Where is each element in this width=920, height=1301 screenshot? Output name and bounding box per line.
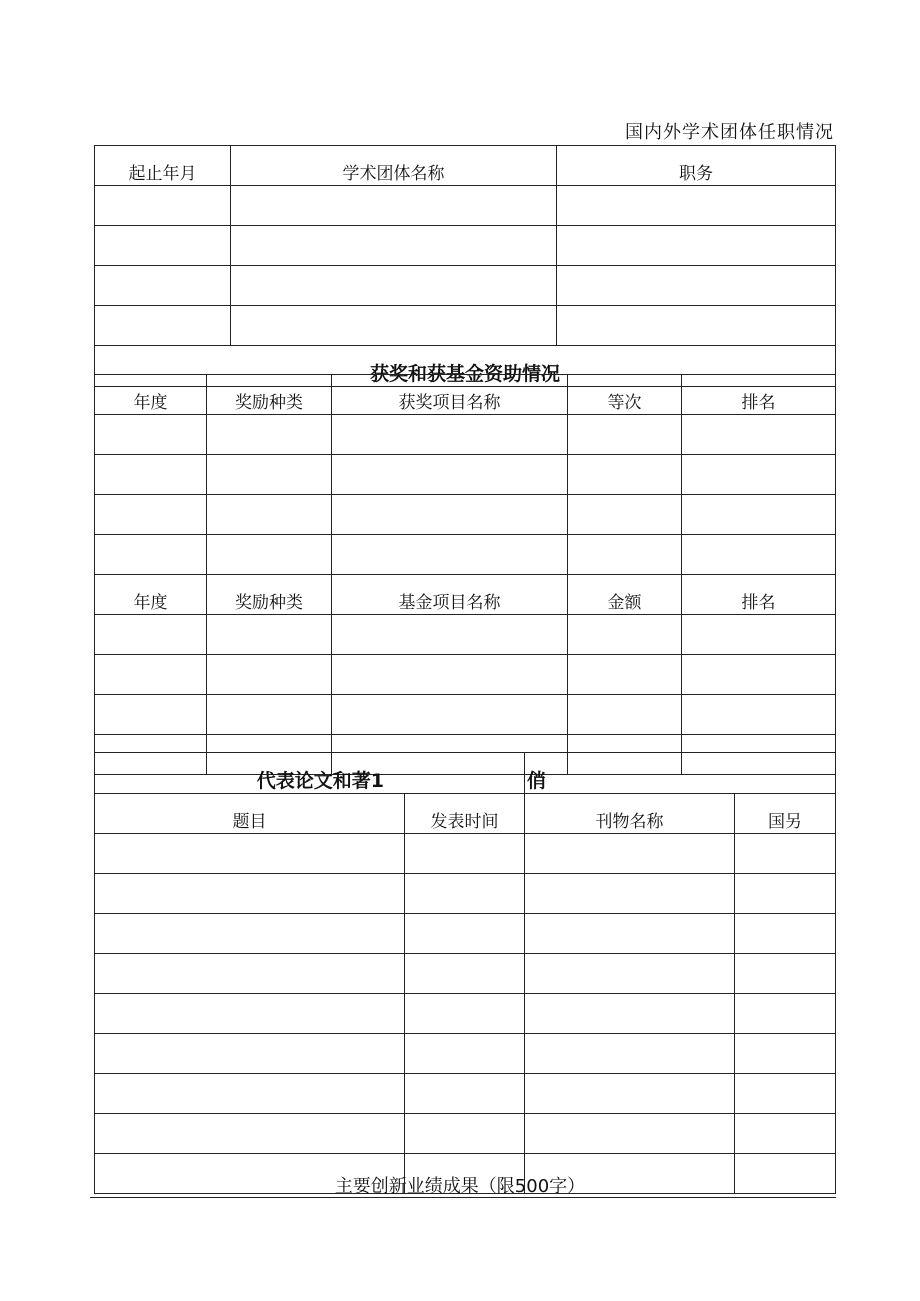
table-cell[interactable] xyxy=(95,874,405,914)
table-cell[interactable] xyxy=(207,695,332,735)
table-header-row xyxy=(95,375,836,415)
table-cell[interactable] xyxy=(735,914,836,954)
papers-section-title-suffix: 俏 xyxy=(525,753,836,794)
table-row xyxy=(95,1074,836,1114)
table-cell[interactable] xyxy=(525,834,735,874)
table-cell[interactable] xyxy=(332,415,568,455)
table-row xyxy=(95,266,836,306)
table-cell[interactable] xyxy=(207,455,332,495)
table-cell[interactable] xyxy=(735,874,836,914)
table-cell[interactable] xyxy=(568,615,682,655)
awards-section-title: 获奖和获基金资助情况 xyxy=(95,346,836,387)
table-row xyxy=(95,535,836,575)
table-row xyxy=(95,1034,836,1074)
header-cell: 奖励种类 xyxy=(207,575,332,615)
table-cell[interactable] xyxy=(735,834,836,874)
table-cell[interactable] xyxy=(207,615,332,655)
table-cell[interactable] xyxy=(405,1034,525,1074)
table-cell[interactable] xyxy=(207,655,332,695)
table-cell[interactable] xyxy=(332,455,568,495)
table-cell[interactable] xyxy=(405,994,525,1034)
header-cell: 获奖项目名称 xyxy=(332,375,568,415)
table-cell[interactable] xyxy=(557,306,836,346)
table-cell[interactable] xyxy=(231,306,557,346)
table-cell[interactable] xyxy=(682,695,836,735)
table-cell[interactable] xyxy=(557,266,836,306)
table-cell[interactable] xyxy=(557,186,836,226)
table-cell[interactable] xyxy=(95,1114,405,1154)
header-cell: 职务 xyxy=(557,146,836,186)
table-cell[interactable] xyxy=(405,874,525,914)
table-cell[interactable] xyxy=(95,615,207,655)
table-cell[interactable] xyxy=(405,834,525,874)
table-cell[interactable] xyxy=(95,1074,405,1114)
table-row xyxy=(95,415,836,455)
header-cell: 奖励种类 xyxy=(207,375,332,415)
header-cell: 基金项目名称 xyxy=(332,575,568,615)
table-row xyxy=(95,1114,836,1154)
table-cell[interactable] xyxy=(95,834,405,874)
table-cell[interactable] xyxy=(568,415,682,455)
table-cell[interactable] xyxy=(231,266,557,306)
table-cell[interactable] xyxy=(405,914,525,954)
table-cell[interactable] xyxy=(525,1034,735,1074)
table-cell[interactable] xyxy=(405,1114,525,1154)
table-cell[interactable] xyxy=(332,695,568,735)
table-cell[interactable] xyxy=(95,306,231,346)
table-row xyxy=(95,495,836,535)
table-header-row xyxy=(95,575,836,615)
table-cell[interactable] xyxy=(525,874,735,914)
table-cell[interactable] xyxy=(405,954,525,994)
table-cell[interactable] xyxy=(95,455,207,495)
table-cell[interactable] xyxy=(231,186,557,226)
table-row xyxy=(95,954,836,994)
header-cell: 金额 xyxy=(568,575,682,615)
table-cell[interactable] xyxy=(95,954,405,994)
papers-table xyxy=(94,752,836,1194)
table-cell[interactable] xyxy=(95,186,231,226)
table-cell[interactable] xyxy=(95,266,231,306)
table-cell[interactable] xyxy=(231,226,557,266)
table-cell[interactable] xyxy=(568,455,682,495)
header-cell: 排名 xyxy=(682,575,836,615)
table-cell[interactable] xyxy=(525,954,735,994)
header-cell: 起止年月 xyxy=(95,146,231,186)
table-cell[interactable] xyxy=(682,655,836,695)
header-cell: 题目 xyxy=(95,794,405,834)
table-cell[interactable] xyxy=(568,655,682,695)
table-cell[interactable] xyxy=(95,535,207,575)
table-cell[interactable] xyxy=(95,1034,405,1074)
table-row xyxy=(95,874,836,914)
table-cell[interactable] xyxy=(95,695,207,735)
table-cell[interactable] xyxy=(332,495,568,535)
table-cell[interactable] xyxy=(207,415,332,455)
society-table xyxy=(94,145,836,387)
table-cell[interactable] xyxy=(568,695,682,735)
papers-section-row xyxy=(95,753,836,794)
table-cell[interactable] xyxy=(95,994,405,1034)
table-row xyxy=(95,834,836,874)
table-cell[interactable] xyxy=(95,226,231,266)
table-cell[interactable] xyxy=(682,495,836,535)
table-cell[interactable] xyxy=(568,495,682,535)
header-cell: 国另 xyxy=(735,794,836,834)
table-cell[interactable] xyxy=(682,535,836,575)
header-cell: 排名 xyxy=(682,375,836,415)
table-cell[interactable] xyxy=(735,1074,836,1114)
table-row xyxy=(95,186,836,226)
table-row xyxy=(95,615,836,655)
table-cell[interactable] xyxy=(405,1074,525,1114)
table-cell[interactable] xyxy=(735,1114,836,1154)
header-cell: 等次 xyxy=(568,375,682,415)
table-cell[interactable] xyxy=(95,415,207,455)
header-cell: 刊物名称 xyxy=(525,794,735,834)
papers-section-title: 代表论文和著1 xyxy=(95,753,525,794)
page-title: 国内外学术团体任职情况 xyxy=(625,122,834,143)
table-cell[interactable] xyxy=(207,535,332,575)
table-header-row xyxy=(95,146,836,186)
table-row xyxy=(95,226,836,266)
table-cell[interactable] xyxy=(735,954,836,994)
table-header-row xyxy=(95,794,836,834)
header-cell: 年度 xyxy=(95,375,207,415)
awards-table xyxy=(94,374,836,775)
table-cell[interactable] xyxy=(525,994,735,1034)
table-cell[interactable] xyxy=(95,495,207,535)
table-cell[interactable] xyxy=(557,226,836,266)
header-cell: 发表时间 xyxy=(405,794,525,834)
table-cell[interactable] xyxy=(332,655,568,695)
table-cell[interactable] xyxy=(525,1114,735,1154)
table-row xyxy=(95,655,836,695)
table-cell[interactable] xyxy=(568,535,682,575)
table-cell[interactable] xyxy=(525,1074,735,1114)
table-row xyxy=(95,695,836,735)
table-row xyxy=(95,994,836,1034)
header-cell: 年度 xyxy=(95,575,207,615)
table-cell[interactable] xyxy=(207,495,332,535)
table-cell[interactable] xyxy=(525,914,735,954)
table-cell[interactable] xyxy=(682,455,836,495)
table-row xyxy=(95,306,836,346)
table-row xyxy=(95,914,836,954)
table-cell[interactable] xyxy=(735,1034,836,1074)
table-cell[interactable] xyxy=(682,615,836,655)
divider xyxy=(90,1197,836,1198)
table-cell[interactable] xyxy=(332,615,568,655)
table-cell[interactable] xyxy=(735,994,836,1034)
table-cell[interactable] xyxy=(332,535,568,575)
innovation-section-title: 主要创新业绩成果（限500字） xyxy=(334,1176,586,1197)
table-cell[interactable] xyxy=(682,415,836,455)
table-cell[interactable] xyxy=(95,655,207,695)
header-cell: 学术团体名称 xyxy=(231,146,557,186)
table-cell[interactable] xyxy=(95,914,405,954)
table-row xyxy=(95,455,836,495)
